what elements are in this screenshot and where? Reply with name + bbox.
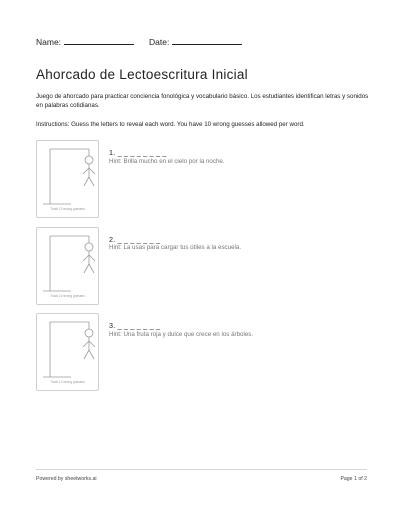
hangman-card-3 bbox=[36, 313, 99, 391]
date-label: Date: bbox=[149, 37, 170, 47]
letter-blanks: _ _ _ _ _ _ _ bbox=[117, 235, 161, 244]
guess-caption: Track 10 wrong guesses bbox=[50, 380, 85, 384]
guess-caption: Track 10 wrong guesses bbox=[50, 294, 85, 298]
name-label: Name: bbox=[36, 37, 62, 47]
word-blanks-2 bbox=[109, 235, 160, 244]
page-title: Ahorcado de Lectoescritura Inicial bbox=[36, 67, 248, 82]
instructions: Instructions: Guess the letters to reveal each word. You have 10 wrong guesses allowed per word. bbox=[36, 121, 305, 128]
puzzle-number: 1. bbox=[109, 148, 116, 157]
guess-caption: Track 10 wrong guesses bbox=[50, 207, 85, 211]
hangman-card-1 bbox=[36, 140, 99, 218]
footer-credit: Powered by sheetworks.ai bbox=[36, 476, 97, 482]
hint-3: Hint: Una fruta roja y dulce que crece en los árboles. bbox=[109, 331, 254, 338]
word-blanks-3 bbox=[109, 321, 160, 330]
puzzle-number: 3. bbox=[109, 321, 116, 330]
header-fields bbox=[36, 36, 242, 47]
name-field[interactable] bbox=[36, 36, 134, 47]
hangman-card-2 bbox=[36, 227, 99, 305]
page-number: Page 1 of 2 bbox=[340, 476, 367, 482]
hint-2: Hint: La usas para cargar tus útiles a la escuela. bbox=[109, 244, 242, 251]
letter-blanks: _ _ _ _ _ _ _ bbox=[117, 321, 161, 330]
letter-blanks: _ _ _ _ _ _ _ _ bbox=[117, 148, 167, 157]
description: Juego de ahorcado para practicar conciencia fonológica y vocabulario básico. Los estudiantes identifican letras y sonidos en palabras cotidianas. bbox=[36, 93, 369, 109]
puzzle-number: 2. bbox=[109, 235, 116, 244]
date-field[interactable] bbox=[149, 36, 242, 47]
hint-1: Hint: Brilla mucho en el cielo por la noche. bbox=[109, 158, 225, 165]
name-blank[interactable] bbox=[64, 36, 134, 45]
word-blanks-1 bbox=[109, 148, 167, 157]
footer-divider bbox=[36, 469, 367, 470]
date-blank[interactable] bbox=[172, 36, 242, 45]
